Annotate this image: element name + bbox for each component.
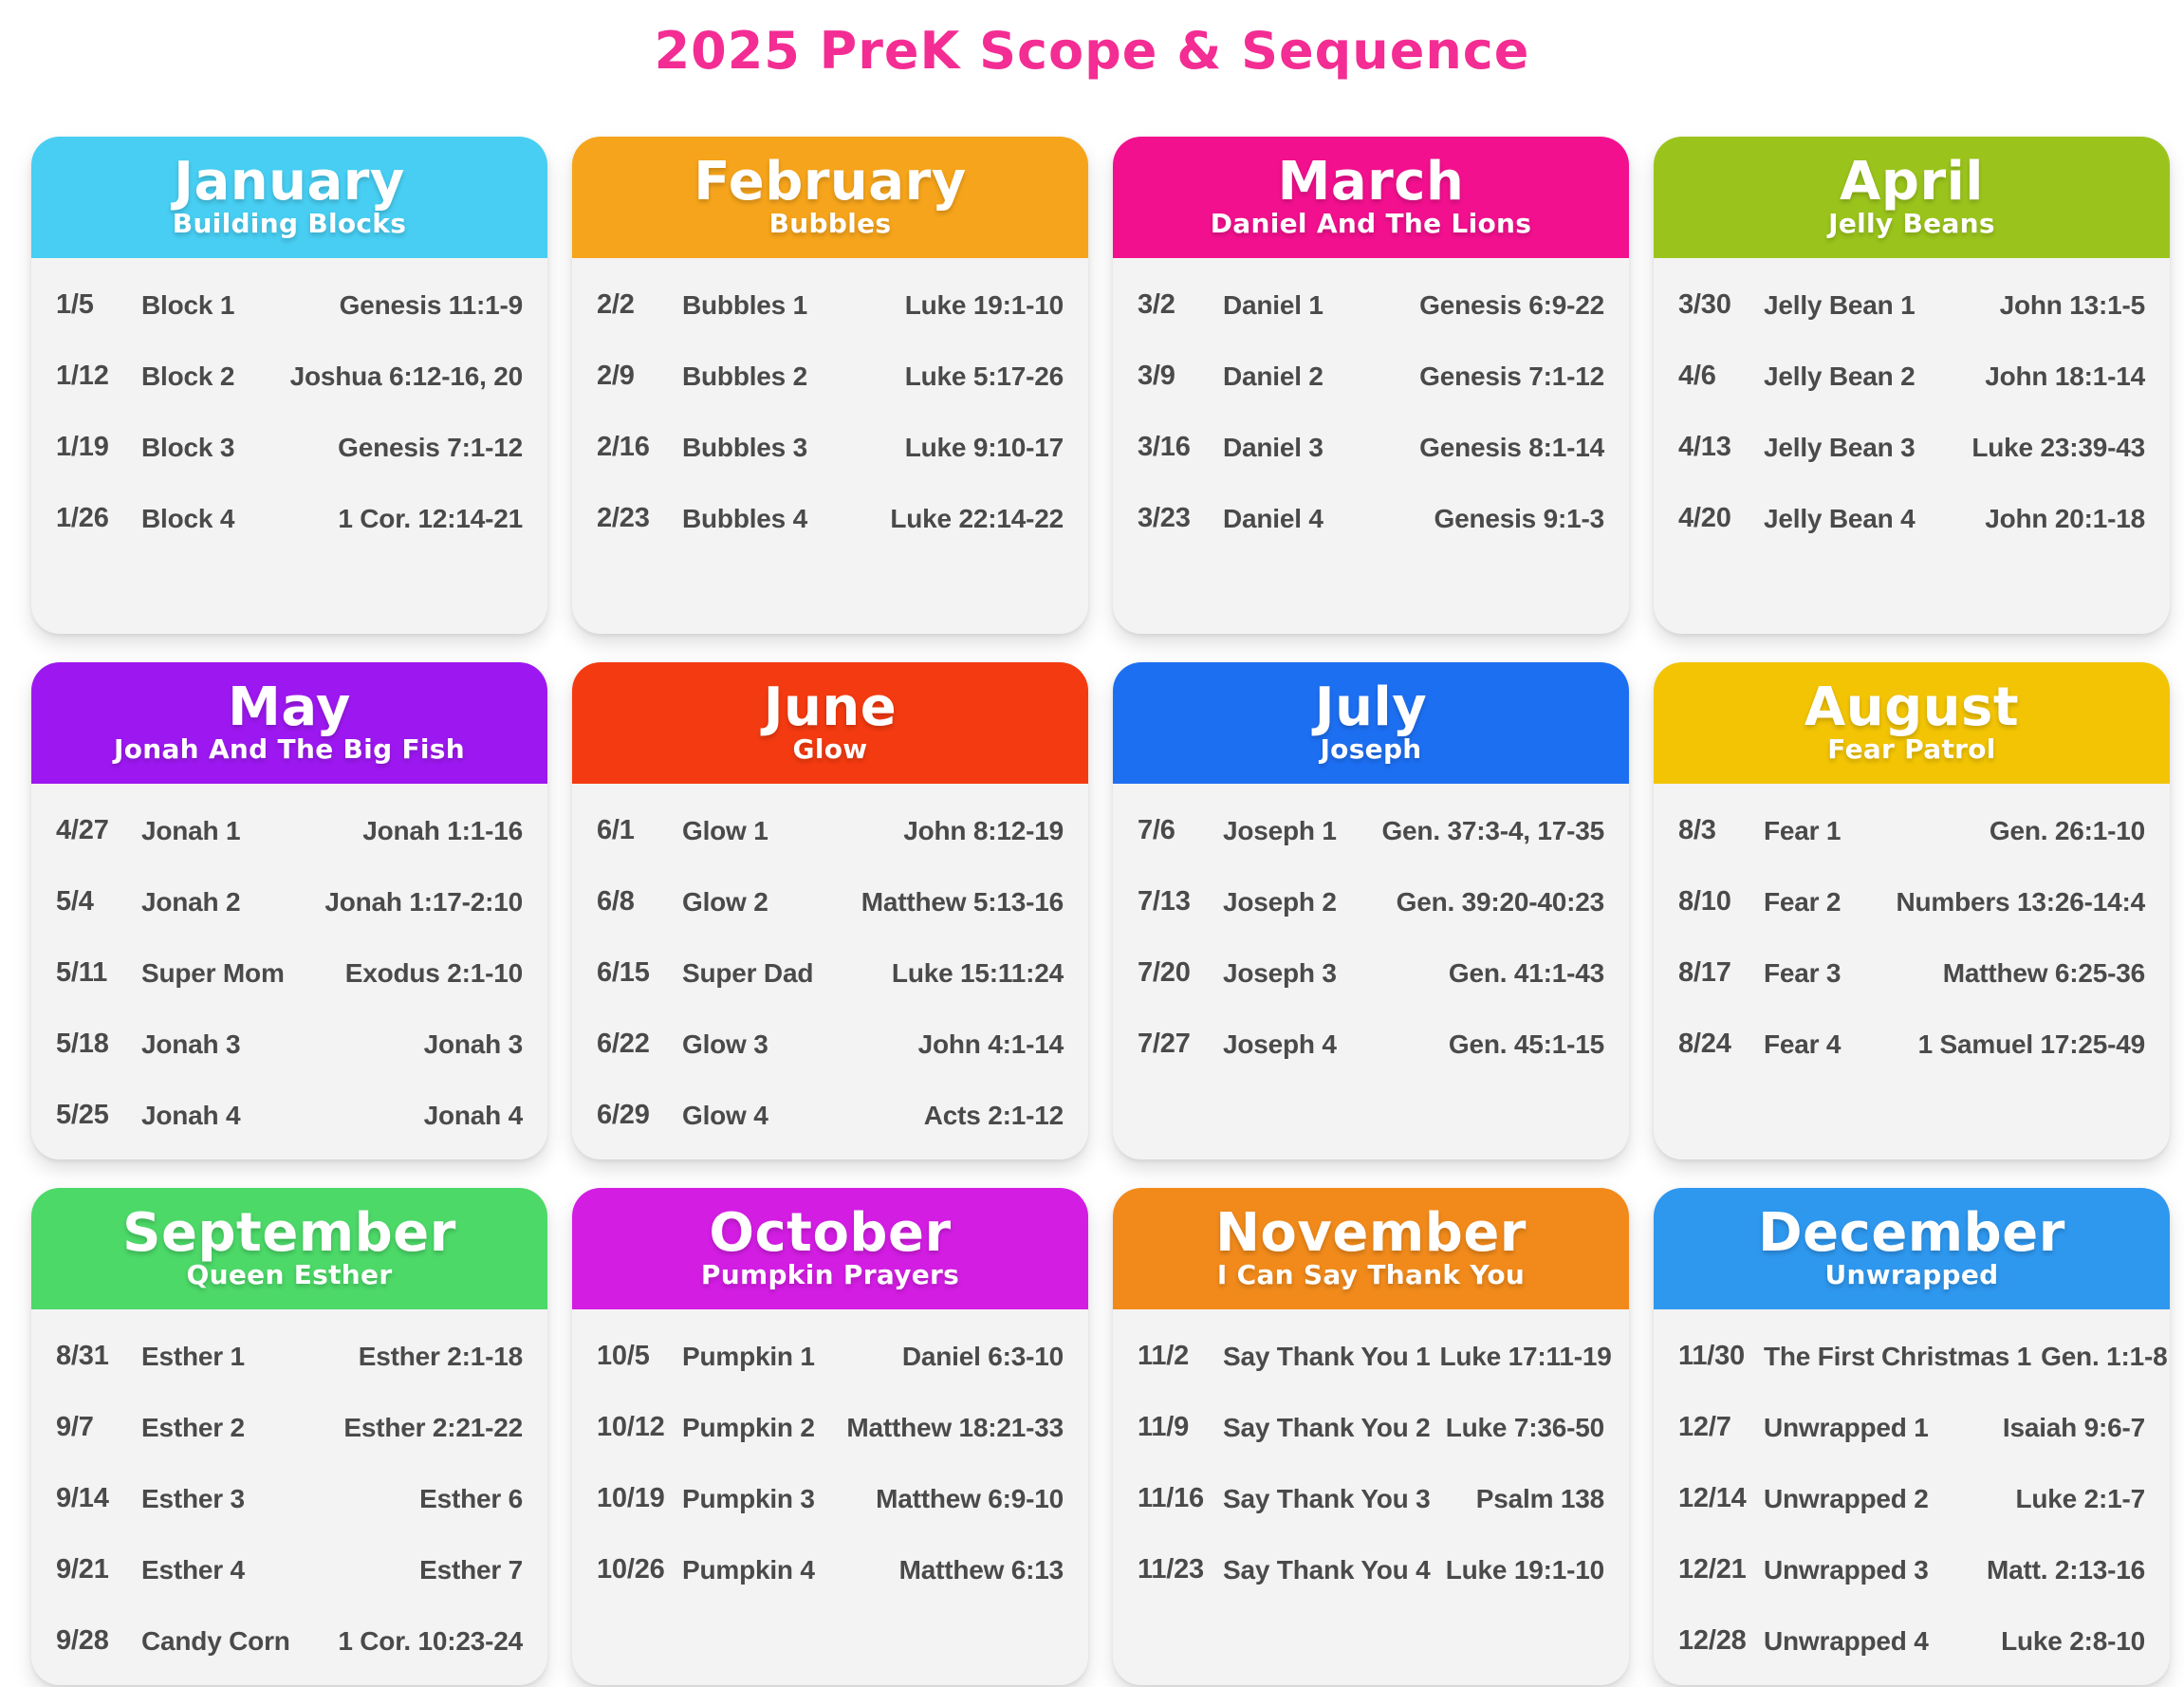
month-theme: Pumpkin Prayers bbox=[700, 1259, 960, 1291]
schedule-row bbox=[1678, 1605, 2145, 1677]
scripture-reference: Luke 19:1-10 bbox=[1445, 1554, 1604, 1585]
lesson-name: Say Thank You 4 bbox=[1223, 1554, 1431, 1585]
scripture-reference: Matthew 6:9-10 bbox=[876, 1483, 1064, 1513]
month-card bbox=[572, 662, 1088, 1159]
month-header bbox=[1654, 1188, 2170, 1309]
month-name: February bbox=[694, 151, 967, 213]
lesson-date: 1/19 bbox=[56, 432, 109, 462]
lesson-date: 1/12 bbox=[56, 361, 109, 391]
lesson-name: Daniel 3 bbox=[1223, 432, 1323, 462]
scripture-reference: Luke 23:39-43 bbox=[1971, 432, 2145, 462]
scripture-reference: 1 Cor. 10:23-24 bbox=[338, 1625, 523, 1656]
month-name: January bbox=[174, 151, 405, 213]
month-name: August bbox=[1804, 677, 2020, 739]
scripture-reference: Gen. 1:1-8 bbox=[2041, 1341, 2168, 1371]
lesson-name: Super Dad bbox=[682, 957, 814, 988]
lesson-date: 8/31 bbox=[56, 1341, 109, 1371]
schedule-row bbox=[597, 1009, 1064, 1080]
schedule-row bbox=[597, 1463, 1064, 1534]
lesson-name: Jonah 4 bbox=[141, 1100, 241, 1130]
schedule-row bbox=[56, 1534, 523, 1605]
lesson-date: 6/22 bbox=[597, 1029, 650, 1059]
lesson-name: Joseph 1 bbox=[1223, 815, 1337, 845]
month-header bbox=[572, 662, 1088, 784]
lesson-name: Unwrapped 4 bbox=[1764, 1625, 1929, 1656]
scripture-reference: Esther 2:21-22 bbox=[343, 1412, 523, 1442]
schedule-row bbox=[56, 1463, 523, 1534]
scripture-reference: Isaiah 9:6-7 bbox=[2002, 1412, 2145, 1442]
lesson-date: 2/16 bbox=[597, 432, 650, 462]
month-card bbox=[1654, 1188, 2170, 1685]
month-schedule bbox=[31, 258, 547, 634]
lesson-name: Jelly Bean 1 bbox=[1764, 289, 1916, 320]
lesson-date: 3/2 bbox=[1138, 289, 1175, 320]
month-name: March bbox=[1277, 151, 1465, 213]
lesson-name: Bubbles 2 bbox=[682, 361, 808, 391]
month-theme: Jelly Beans bbox=[1828, 208, 1995, 240]
scripture-reference: Gen. 37:3-4, 17-35 bbox=[1381, 815, 1604, 845]
schedule-row bbox=[56, 866, 523, 937]
lesson-date: 11/30 bbox=[1678, 1341, 1745, 1371]
scripture-reference: Genesis 8:1-14 bbox=[1419, 432, 1604, 462]
schedule-row bbox=[56, 1605, 523, 1677]
lesson-name: Super Mom bbox=[141, 957, 285, 988]
lesson-name: Daniel 1 bbox=[1223, 289, 1323, 320]
schedule-row bbox=[597, 866, 1064, 937]
schedule-row bbox=[1678, 1534, 2145, 1605]
schedule-row bbox=[1678, 1392, 2145, 1463]
lesson-date: 4/20 bbox=[1678, 503, 1731, 533]
lesson-name: The First Christmas 1 bbox=[1764, 1341, 2032, 1371]
lesson-date: 6/15 bbox=[597, 957, 650, 988]
lesson-name: Bubbles 4 bbox=[682, 503, 808, 533]
scripture-reference: Gen. 26:1-10 bbox=[1989, 815, 2145, 845]
schedule-row bbox=[597, 412, 1064, 483]
lesson-date: 12/21 bbox=[1678, 1554, 1747, 1585]
schedule-row bbox=[1678, 1463, 2145, 1534]
schedule-row bbox=[597, 1392, 1064, 1463]
lesson-name: Fear 3 bbox=[1764, 957, 1842, 988]
lesson-name: Pumpkin 3 bbox=[682, 1483, 815, 1513]
lesson-date: 4/6 bbox=[1678, 361, 1716, 391]
month-schedule bbox=[572, 258, 1088, 634]
lesson-name: Glow 4 bbox=[682, 1100, 768, 1130]
schedule-row bbox=[1678, 412, 2145, 483]
lesson-date: 12/7 bbox=[1678, 1412, 1731, 1442]
lesson-name: Pumpkin 4 bbox=[682, 1554, 815, 1585]
schedule-row bbox=[1138, 937, 1604, 1009]
scripture-reference: Genesis 7:1-12 bbox=[1419, 361, 1604, 391]
month-schedule bbox=[1654, 784, 2170, 1159]
schedule-row bbox=[1678, 269, 2145, 341]
lesson-date: 10/5 bbox=[597, 1341, 650, 1371]
month-card bbox=[572, 137, 1088, 634]
scripture-reference: Jonah 1:17-2:10 bbox=[324, 886, 523, 917]
lesson-name: Say Thank You 2 bbox=[1223, 1412, 1431, 1442]
scripture-reference: Daniel 6:3-10 bbox=[901, 1341, 1064, 1371]
schedule-row bbox=[56, 1392, 523, 1463]
schedule-row bbox=[1138, 795, 1604, 866]
lesson-name: Esther 1 bbox=[141, 1341, 245, 1371]
scripture-reference: John 13:1-5 bbox=[1999, 289, 2145, 320]
lesson-name: Candy Corn bbox=[141, 1625, 290, 1656]
schedule-row bbox=[1678, 1009, 2145, 1080]
lesson-date: 5/4 bbox=[56, 886, 94, 917]
lesson-name: Joseph 4 bbox=[1223, 1029, 1337, 1059]
lesson-date: 9/7 bbox=[56, 1412, 94, 1442]
schedule-row bbox=[597, 483, 1064, 554]
lesson-date: 12/28 bbox=[1678, 1625, 1747, 1656]
month-card bbox=[1654, 662, 2170, 1159]
schedule-row bbox=[1678, 795, 2145, 866]
scripture-reference: Luke 17:11-19 bbox=[1439, 1341, 1612, 1371]
month-theme: Glow bbox=[792, 733, 868, 766]
month-card bbox=[1654, 137, 2170, 634]
month-card bbox=[1113, 662, 1629, 1159]
month-name: May bbox=[228, 677, 351, 739]
schedule-row bbox=[1138, 1463, 1604, 1534]
month-card bbox=[572, 1188, 1088, 1685]
scripture-reference: John 8:12-19 bbox=[903, 815, 1064, 845]
schedule-row bbox=[1138, 866, 1604, 937]
lesson-date: 6/1 bbox=[597, 815, 635, 845]
scripture-reference: Jonah 4 bbox=[423, 1100, 523, 1130]
scripture-reference: Matt. 2:13-16 bbox=[1986, 1554, 2145, 1585]
lesson-name: Jelly Bean 3 bbox=[1764, 432, 1916, 462]
scripture-reference: Gen. 45:1-15 bbox=[1448, 1029, 1604, 1059]
scripture-reference: Esther 2:1-18 bbox=[358, 1341, 523, 1371]
lesson-date: 3/30 bbox=[1678, 289, 1731, 320]
schedule-row bbox=[1678, 866, 2145, 937]
lesson-date: 8/24 bbox=[1678, 1029, 1731, 1059]
schedule-row bbox=[1138, 483, 1604, 554]
lesson-name: Fear 2 bbox=[1764, 886, 1842, 917]
schedule-row bbox=[1138, 1392, 1604, 1463]
lesson-date: 3/16 bbox=[1138, 432, 1191, 462]
lesson-date: 7/20 bbox=[1138, 957, 1191, 988]
lesson-date: 10/26 bbox=[597, 1554, 665, 1585]
lesson-name: Block 2 bbox=[141, 361, 235, 391]
month-theme: Fear Patrol bbox=[1827, 733, 1996, 766]
month-theme: Unwrapped bbox=[1824, 1259, 1999, 1291]
scripture-reference: Esther 7 bbox=[419, 1554, 523, 1585]
scripture-reference: Genesis 11:1-9 bbox=[339, 289, 523, 320]
scripture-reference: Gen. 39:20-40:23 bbox=[1396, 886, 1604, 917]
lesson-date: 9/14 bbox=[56, 1483, 109, 1513]
schedule-row bbox=[1678, 483, 2145, 554]
lesson-name: Unwrapped 3 bbox=[1764, 1554, 1929, 1585]
lesson-date: 11/23 bbox=[1138, 1554, 1204, 1585]
lesson-date: 2/9 bbox=[597, 361, 635, 391]
schedule-row bbox=[56, 1080, 523, 1151]
schedule-row bbox=[1138, 1009, 1604, 1080]
lesson-date: 5/25 bbox=[56, 1100, 109, 1130]
month-header bbox=[572, 137, 1088, 258]
lesson-date: 10/19 bbox=[597, 1483, 665, 1513]
lesson-name: Glow 1 bbox=[682, 815, 768, 845]
lesson-date: 4/13 bbox=[1678, 432, 1731, 462]
lesson-date: 8/17 bbox=[1678, 957, 1731, 988]
schedule-row bbox=[1138, 1321, 1612, 1392]
schedule-row bbox=[1138, 269, 1604, 341]
lesson-name: Jonah 2 bbox=[141, 886, 241, 917]
lesson-name: Fear 1 bbox=[1764, 815, 1842, 845]
scripture-reference: Genesis 6:9-22 bbox=[1419, 289, 1604, 320]
lesson-date: 2/2 bbox=[597, 289, 635, 320]
month-name: April bbox=[1840, 151, 1984, 213]
schedule-row bbox=[56, 1321, 523, 1392]
lesson-date: 7/13 bbox=[1138, 886, 1191, 917]
month-schedule bbox=[1113, 258, 1629, 634]
scripture-reference: Jonah 3 bbox=[423, 1029, 523, 1059]
scripture-reference: 1 Cor. 12:14-21 bbox=[338, 503, 523, 533]
lesson-name: Say Thank You 1 bbox=[1223, 1341, 1431, 1371]
scripture-reference: Numbers 13:26-14:4 bbox=[1896, 886, 2145, 917]
scripture-reference: Joshua 6:12-16, 20 bbox=[289, 361, 523, 391]
month-card bbox=[31, 1188, 547, 1685]
lesson-date: 1/26 bbox=[56, 503, 109, 533]
month-header bbox=[1113, 1188, 1629, 1309]
scripture-reference: Matthew 18:21-33 bbox=[846, 1412, 1064, 1442]
schedule-row bbox=[1138, 341, 1604, 412]
lesson-name: Fear 4 bbox=[1764, 1029, 1842, 1059]
month-schedule bbox=[1113, 1309, 1629, 1685]
scripture-reference: Matthew 5:13-16 bbox=[861, 886, 1064, 917]
lesson-date: 10/12 bbox=[597, 1412, 665, 1442]
schedule-row bbox=[597, 795, 1064, 866]
month-name: September bbox=[122, 1202, 456, 1265]
lesson-name: Pumpkin 1 bbox=[682, 1341, 815, 1371]
scripture-reference: Genesis 7:1-12 bbox=[338, 432, 523, 462]
lesson-date: 11/2 bbox=[1138, 1341, 1190, 1371]
scripture-reference: Genesis 9:1-3 bbox=[1434, 503, 1604, 533]
lesson-date: 3/23 bbox=[1138, 503, 1191, 533]
scripture-reference: John 18:1-14 bbox=[1985, 361, 2145, 391]
schedule-row bbox=[56, 269, 523, 341]
scripture-reference: John 4:1-14 bbox=[917, 1029, 1064, 1059]
schedule-row bbox=[597, 1080, 1064, 1151]
schedule-row bbox=[597, 341, 1064, 412]
schedule-row bbox=[56, 412, 523, 483]
lesson-date: 8/3 bbox=[1678, 815, 1716, 845]
month-header bbox=[31, 662, 547, 784]
schedule-row bbox=[56, 937, 523, 1009]
month-header bbox=[1654, 137, 2170, 258]
month-theme: Joseph bbox=[1320, 733, 1422, 766]
month-header bbox=[1113, 662, 1629, 784]
schedule-row bbox=[597, 1321, 1064, 1392]
scripture-reference: Matthew 6:25-36 bbox=[1942, 957, 2145, 988]
schedule-row bbox=[56, 795, 523, 866]
month-card bbox=[1113, 1188, 1629, 1685]
lesson-name: Jelly Bean 4 bbox=[1764, 503, 1916, 533]
month-header bbox=[31, 137, 547, 258]
month-name: November bbox=[1215, 1202, 1527, 1265]
lesson-name: Esther 3 bbox=[141, 1483, 245, 1513]
lesson-name: Unwrapped 2 bbox=[1764, 1483, 1929, 1513]
month-name: July bbox=[1314, 677, 1428, 739]
month-theme: Jonah And The Big Fish bbox=[114, 733, 465, 766]
lesson-name: Block 3 bbox=[141, 432, 235, 462]
scripture-reference: Matthew 6:13 bbox=[898, 1554, 1064, 1585]
scripture-reference: Luke 5:17-26 bbox=[904, 361, 1064, 391]
month-schedule bbox=[1654, 1309, 2170, 1685]
months-grid bbox=[31, 137, 2170, 1685]
schedule-row bbox=[56, 483, 523, 554]
lesson-name: Glow 2 bbox=[682, 886, 768, 917]
lesson-date: 11/16 bbox=[1138, 1483, 1204, 1513]
month-header bbox=[1654, 662, 2170, 784]
lesson-name: Pumpkin 2 bbox=[682, 1412, 815, 1442]
scripture-reference: Exodus 2:1-10 bbox=[344, 957, 523, 988]
schedule-row bbox=[56, 341, 523, 412]
lesson-name: Unwrapped 1 bbox=[1764, 1412, 1929, 1442]
month-header bbox=[1113, 137, 1629, 258]
scripture-reference: Jonah 1:1-16 bbox=[362, 815, 523, 845]
month-theme: Building Blocks bbox=[172, 208, 407, 240]
scripture-reference: Psalm 138 bbox=[1475, 1483, 1604, 1513]
scripture-reference: John 20:1-18 bbox=[1985, 503, 2145, 533]
schedule-row bbox=[1678, 341, 2145, 412]
lesson-name: Joseph 3 bbox=[1223, 957, 1337, 988]
lesson-name: Block 4 bbox=[141, 503, 235, 533]
month-card bbox=[31, 662, 547, 1159]
scripture-reference: Acts 2:1-12 bbox=[923, 1100, 1064, 1130]
schedule-row bbox=[597, 269, 1064, 341]
scripture-reference: Esther 6 bbox=[419, 1483, 523, 1513]
month-theme: I Can Say Thank You bbox=[1216, 1259, 1526, 1291]
month-theme: Bubbles bbox=[768, 208, 892, 240]
lesson-date: 7/6 bbox=[1138, 815, 1175, 845]
month-schedule bbox=[572, 1309, 1088, 1685]
month-card bbox=[1113, 137, 1629, 634]
lesson-date: 8/10 bbox=[1678, 886, 1731, 917]
schedule-row bbox=[1678, 1321, 2168, 1392]
lesson-date: 5/11 bbox=[56, 957, 108, 988]
month-schedule bbox=[1654, 258, 2170, 634]
lesson-date: 3/9 bbox=[1138, 361, 1175, 391]
scripture-reference: Luke 9:10-17 bbox=[904, 432, 1064, 462]
lesson-date: 11/9 bbox=[1138, 1412, 1190, 1442]
month-card bbox=[31, 137, 547, 634]
month-name: October bbox=[709, 1202, 952, 1265]
month-name: December bbox=[1758, 1202, 2065, 1265]
scripture-reference: Luke 22:14-22 bbox=[890, 503, 1064, 533]
month-schedule bbox=[31, 1309, 547, 1685]
month-header bbox=[31, 1188, 547, 1309]
scripture-reference: Gen. 41:1-43 bbox=[1448, 957, 1604, 988]
lesson-name: Glow 3 bbox=[682, 1029, 768, 1059]
lesson-date: 12/14 bbox=[1678, 1483, 1747, 1513]
scripture-reference: Luke 15:11:24 bbox=[891, 957, 1064, 988]
lesson-name: Jonah 3 bbox=[141, 1029, 241, 1059]
scripture-reference: Luke 2:1-7 bbox=[2015, 1483, 2145, 1513]
schedule-row bbox=[56, 1009, 523, 1080]
lesson-date: 6/8 bbox=[597, 886, 635, 917]
scripture-reference: Luke 7:36-50 bbox=[1445, 1412, 1604, 1442]
lesson-name: Daniel 4 bbox=[1223, 503, 1323, 533]
month-schedule bbox=[1113, 784, 1629, 1159]
schedule-row bbox=[597, 937, 1064, 1009]
lesson-name: Jonah 1 bbox=[141, 815, 241, 845]
month-theme: Queen Esther bbox=[186, 1259, 393, 1291]
lesson-date: 7/27 bbox=[1138, 1029, 1191, 1059]
month-name: June bbox=[763, 677, 898, 739]
lesson-name: Daniel 2 bbox=[1223, 361, 1323, 391]
lesson-name: Esther 4 bbox=[141, 1554, 245, 1585]
lesson-date: 6/29 bbox=[597, 1100, 650, 1130]
lesson-date: 5/18 bbox=[56, 1029, 109, 1059]
scripture-reference: Luke 2:8-10 bbox=[2001, 1625, 2145, 1656]
lesson-date: 4/27 bbox=[56, 815, 109, 845]
month-theme: Daniel And The Lions bbox=[1210, 208, 1532, 240]
month-header bbox=[572, 1188, 1088, 1309]
scripture-reference: 1 Samuel 17:25-49 bbox=[1917, 1029, 2145, 1059]
lesson-date: 2/23 bbox=[597, 503, 650, 533]
schedule-row bbox=[597, 1534, 1064, 1605]
page-title: 2025 PreK Scope & Sequence bbox=[654, 21, 1530, 81]
scripture-reference: Luke 19:1-10 bbox=[904, 289, 1064, 320]
schedule-row bbox=[1138, 412, 1604, 483]
lesson-name: Block 1 bbox=[141, 289, 235, 320]
lesson-name: Bubbles 1 bbox=[682, 289, 808, 320]
lesson-date: 9/21 bbox=[56, 1554, 109, 1585]
lesson-name: Say Thank You 3 bbox=[1223, 1483, 1431, 1513]
lesson-name: Bubbles 3 bbox=[682, 432, 808, 462]
lesson-date: 1/5 bbox=[56, 289, 94, 320]
lesson-name: Esther 2 bbox=[141, 1412, 245, 1442]
schedule-row bbox=[1678, 937, 2145, 1009]
lesson-name: Jelly Bean 2 bbox=[1764, 361, 1916, 391]
month-schedule bbox=[572, 784, 1088, 1159]
schedule-row bbox=[1138, 1534, 1604, 1605]
lesson-date: 9/28 bbox=[56, 1625, 109, 1656]
month-schedule bbox=[31, 784, 547, 1159]
lesson-name: Joseph 2 bbox=[1223, 886, 1337, 917]
